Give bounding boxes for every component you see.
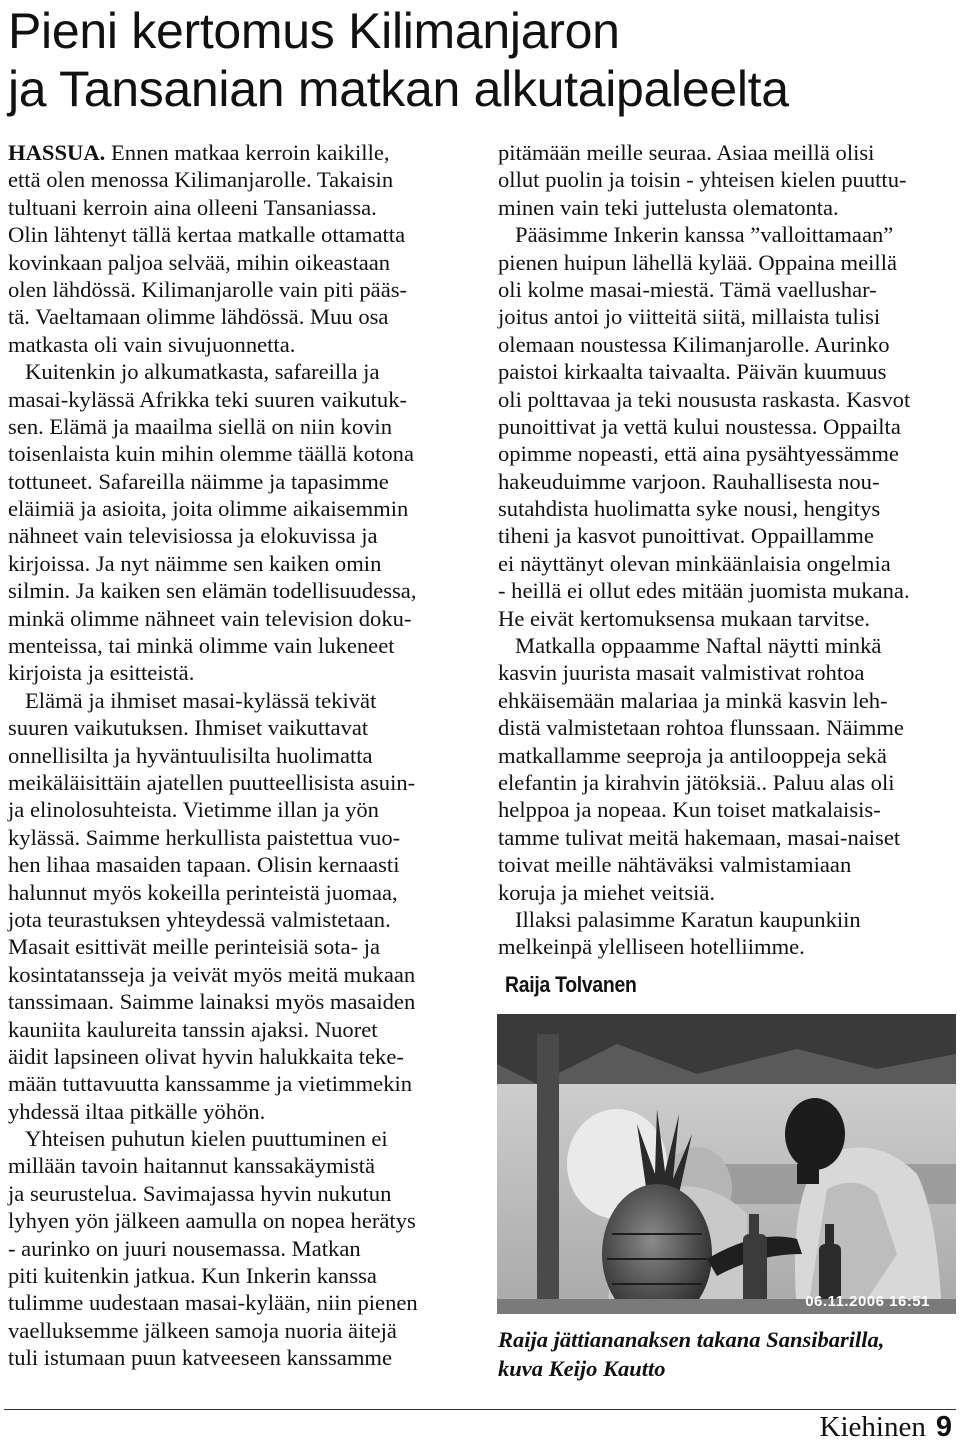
text-line: minkä olimme nähneet vain television doku- [8, 605, 412, 631]
text-line: paistoi kirkaalta taivaalta. Päivän kuumuus [498, 359, 887, 385]
text-line: ei näyttänyt olevan minkäänlaisia ongelmia [498, 550, 891, 576]
text-line: olen lähdössä. Kilimanjarolle vain piti pääs- [8, 276, 408, 302]
text-line: elefantin ja kirahvin jätöksiä.. Paluu alas oli [498, 769, 895, 795]
text-line: matkasta oli vain sivujuonnetta. [8, 331, 296, 357]
text-line: millään tavoin haitannut kanssakäymistä [8, 1153, 376, 1179]
text-line: tottuneet. Safareilla näimme ja tapasimme [8, 468, 389, 494]
photo-illustration [497, 1014, 956, 1314]
text-line: mään tuttavuutta kanssamme ja vietimmekin [8, 1071, 413, 1097]
text-line: olemaan noustessa Kilimanjarolle. Aurinko [498, 331, 890, 357]
text-line: jota teurastuksen yhteydessä valmistetaan. [8, 906, 391, 932]
caption-line: kuva Keijo Kautto [498, 1356, 666, 1381]
photo-timestamp: 06.11.2006 16:51 [805, 1293, 930, 1310]
text-line: koruja ja miehet veitsiä. [498, 879, 716, 905]
text-line: joitus antoi jo viitteitä siitä, millaista tulisi [498, 304, 881, 330]
text-line: helppoa ja nopeaa. Kun toiset matkalaisis- [498, 797, 881, 823]
text-line: menteissa, tai minkä olimme vain lukeneet [8, 633, 395, 659]
publication-name: Kiehinen [819, 1411, 926, 1443]
text-line: hakeuduimme varjoon. Rauhallisesta nou- [498, 468, 880, 494]
text-line: suuren vaikutuksen. Ihmiset vaikuttavat [8, 715, 369, 741]
lead-word: HASSUA. [8, 140, 106, 165]
text-line: Matkalla oppaamme Naftal näytti minkä [515, 633, 882, 659]
article-column-left [8, 139, 474, 1372]
article-column-right [498, 139, 954, 961]
photo-caption [498, 1325, 884, 1383]
text-line: He eivät kertomuksensa mukaan tarvitse. [498, 605, 871, 631]
text-line: oli polttavaa ja teki noususta raskasta. Kasvot [498, 386, 911, 412]
text-line: kovinkaan paljoa selvää, mihin oikeastaan [8, 249, 391, 275]
text-line: halunnut myös kokeilla perinteistä juomaa, [8, 879, 398, 905]
text-line: matkallamme seeproja ja antilooppeja sekä [498, 742, 887, 768]
text-line: Elämä ja ihmiset masai-kylässä tekivät [25, 687, 377, 713]
page-footer [820, 1409, 952, 1445]
text-line: tä. Vaeltamaan olimme lähdössä. Muu osa [8, 304, 389, 330]
title-line: Pieni kertomus Kilimanjaron [8, 3, 620, 59]
title-line: ja Tansanian matkan alkutaipaleelta [8, 61, 789, 117]
article-photo [497, 1014, 956, 1314]
text-line: Masait esittivät meille perinteisiä sota- ja [8, 934, 381, 960]
text-line: Yhteisen puhutun kielen puuttuminen ei [25, 1126, 388, 1152]
text-line-content: Ennen matkaa kerroin kaikille, [110, 140, 390, 165]
text-line [8, 139, 474, 166]
author-byline: Raija Tolvanen [505, 972, 637, 997]
text-line: sen. Elämä ja maailma siellä on niin kovin [8, 413, 392, 439]
text-line: toivat meille nähtäväksi valmistamiaan [498, 852, 852, 878]
text-line: minen vain teki juttelusta olematonta. [498, 194, 839, 220]
text-line: tamme tulivat meitä hakemaan, masai-naiset [498, 824, 901, 850]
text-line: vaelluksemme jälkeen samoja nuoria äitejä [8, 1317, 397, 1343]
article-title [8, 2, 789, 118]
text-line: ja elinolosuhteista. Vietimme illan ja yön [8, 797, 379, 823]
text-line: Olin lähtenyt tällä kertaa matkalle ottamatta [8, 222, 406, 248]
text-line: ollut puolin ja toisin - yhteisen kielen puuttu- [498, 167, 907, 193]
caption-line: Raija jättiananaksen takana Sansibarilla, [498, 1327, 885, 1352]
text-line: punoittivat ja vettä kului noustessa. Oppailta [498, 413, 901, 439]
text-line: oli kolme masai-miestä. Tämä vaellushar- [498, 276, 877, 302]
text-line: hen lihaa masaiden tapaan. Olisin kernaasti [8, 852, 400, 878]
text-line: tulimme uudestaan masai-kylään, niin pienen [8, 1290, 418, 1316]
text-line: tiheni ja kasvot punoittivat. Oppaillamme [498, 523, 874, 549]
text-line: Kuitenkin jo alkumatkasta, safareilla ja [25, 359, 380, 385]
text-line: onnellisilta ja hyväntuulisilta huolimatta [8, 742, 373, 768]
text-line: Pääsimme Inkerin kanssa ”valloittamaan” [515, 222, 894, 248]
text-line: pienen huipun lähellä kylää. Oppaina meillä [498, 249, 898, 275]
text-line: opimme nopeasti, että aina pysähtyessämme [498, 441, 899, 467]
text-line: piti kuitenkin jatkua. Kun Inkerin kanssa [8, 1263, 377, 1289]
text-line: ja seurustelua. Savimajassa hyvin nukutun [8, 1180, 392, 1206]
text-line: yhdessä iltaa pitkälle yöhön. [8, 1098, 266, 1124]
text-line: kauniita kaulureita tanssin ajaksi. Nuoret [8, 1016, 378, 1042]
text-line: tuli istumaan puun katveeseen kanssamme [8, 1345, 392, 1371]
text-line: kosintatansseja ja veivät myös meitä mukaan [8, 961, 416, 987]
text-line: tultuani kerroin aina olleeni Tansaniassa. [8, 194, 377, 220]
text-line: kirjoista ja esitteistä. [8, 660, 195, 686]
text-line: silmin. Ja kaiken sen elämän todellisuudessa, [8, 578, 417, 604]
text-line: melkeinpä ylelliseen hotelliimme. [498, 934, 805, 960]
text-line: sutahdista huolimatta syke nousi, hengitys [498, 496, 881, 522]
text-line: distä valmistetaan rohtoa flunssaan. Näimme [498, 715, 904, 741]
text-line: kasvin juurista masait valmistivat rohtoa [498, 660, 865, 686]
text-line: pitämään meille seuraa. Asiaa meillä olisi [498, 140, 875, 165]
page-number: 9 [935, 1411, 952, 1443]
text-line: toisenlaista kuin mihin olemme täällä kotona [8, 441, 414, 467]
text-line: - aurinko on juuri nousemassa. Matkan [8, 1235, 361, 1261]
text-line: meikäläisittäin ajatellen puutteellisista asuin- [8, 769, 416, 795]
text-line: että olen menossa Kilimanjarolle. Takaisin [8, 167, 394, 193]
text-line: nähneet vain televisiossa ja elokuvissa ja [8, 523, 378, 549]
text-line: kirjoissa. Ja nyt näimme sen kaiken omin [8, 550, 382, 576]
text-line: ehkäisemään malariaa ja minkä kasvin leh- [498, 687, 888, 713]
text-line: eläimiä ja asioita, joita olimme aikaisemmin [8, 496, 409, 522]
text-line: lyhyen yön jälkeen aamulla on nopea herätys [8, 1208, 416, 1234]
text-line: Illaksi palasimme Karatun kaupunkiin [515, 906, 861, 932]
text-line: masai-kylässä Afrikka teki suuren vaikutuk- [8, 386, 408, 412]
text-line: kylässä. Saimme herkullista paistettua vuo- [8, 824, 401, 850]
footer-rule [4, 1409, 956, 1410]
text-line: äidit lapsineen olivat hyvin halukkaita teke- [8, 1043, 404, 1069]
text-line: - heillä ei ollut edes mitään juomista mukana. [498, 578, 910, 604]
text-line: tanssimaan. Saimme lainaksi myös masaiden [8, 989, 416, 1015]
